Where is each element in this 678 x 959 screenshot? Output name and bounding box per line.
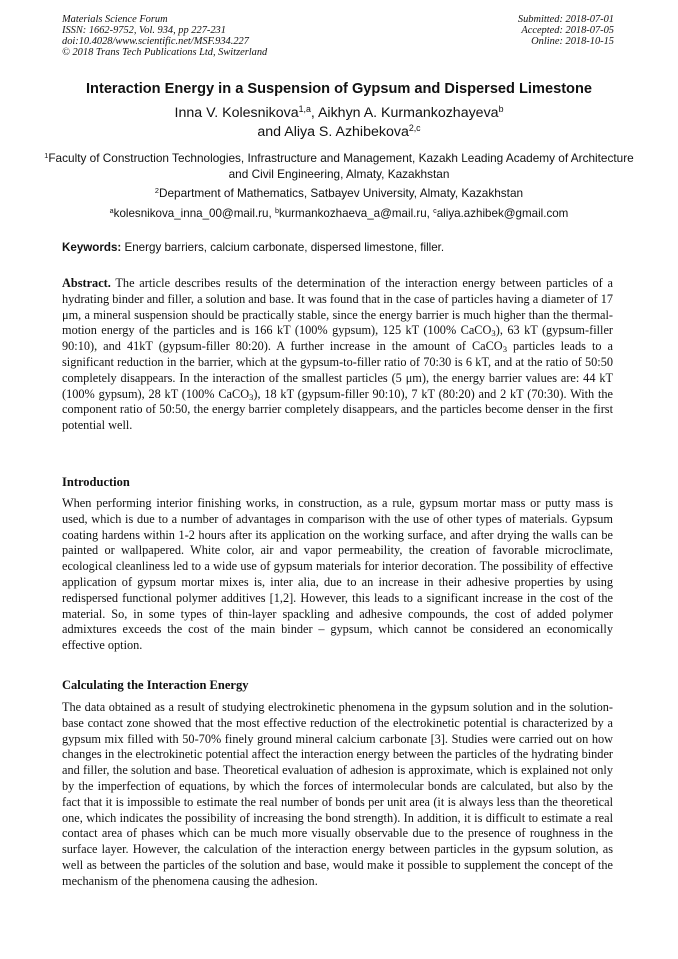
dates-header: [518, 14, 614, 47]
email-link[interactable]: kurmankozhaeva_a@mail.ru,: [278, 207, 434, 220]
author-affiliation-mark: 1,a: [298, 104, 311, 115]
abstract-text: ), 63 kT (gypsum-filler 90:10), and 41kT (gypsum-filler 80:20). A further increase in the amount of CaCO: [62, 323, 613, 354]
submitted-date: Submitted: 2018-07-01: [517, 14, 614, 25]
author-name: Aliya S. Azhibekova: [284, 124, 409, 140]
doi-line[interactable]: doi:10.4028/www.scientific.net/MSF.934.227: [62, 36, 249, 47]
issn-line: ISSN: 1662-9752, Vol. 934, pp 227-231: [62, 25, 226, 36]
introduction-heading: Introduction: [62, 475, 130, 489]
author-list: [0, 104, 678, 142]
paper-title: Interaction Energy in a Suspension of Gypsum and Dispersed Limestone: [85, 81, 593, 97]
author-name: Inna V. Kolesnikova: [174, 105, 299, 121]
subscript: 3: [502, 344, 508, 355]
email-mark: c: [433, 206, 437, 216]
keywords: [62, 240, 617, 256]
calculating-heading: Calculating the Interaction Energy: [62, 678, 249, 692]
email-list: [0, 206, 678, 222]
online-date: Online: 2018-10-15: [531, 36, 614, 47]
copyright-line: © 2018 Trans Tech Publications Ltd, Switzerland: [62, 47, 268, 58]
journal-header: [62, 14, 267, 58]
introduction-paragraph: When performing interior finishing works, in construction, as a rule, gypsum mortar mass or putty mass is used, which is due to a number of advantages in comparison with the use of other types of materials. Gypsum coating hardens within 1-2 hours after its application on the working surface, and after drying the walls can be painted or wallpapered. White color, air and vapor permeability, the creation of favorable microclimate, ecological cleanliness led to a wide use of gypsum materials for interior decoration. The possibility of effective application of gypsum mortar mixes is, inter alia, due to an increase in their adhesive properties by using redispersed functional polymer additives [1,2]. However, this leads to a significant increase in the cost of the material. So, in some types of thin-layer spackling and adhesive compounds, the cost of added polymer admixtures exceeds the cost of the main binder – gypsum, which cannot be considered an economically effective option.: [62, 496, 613, 653]
keywords-text: Energy barriers, calcium carbonate, dispersed limestone, filler.: [121, 241, 445, 254]
abstract-text: particles leads to a significant reduction in the barrier, which at the gypsum-to-filler ratio of 70:30 is 6 kT, and at the ratio of 50:50 completely disappears. In the interaction of the smallest particles (5 μm), the energy barrier values are: 44 kT (100% gypsum), 28 kT (100% CaCO: [62, 339, 614, 401]
email-link[interactable]: kolesnikova_inna_00@mail.ru,: [113, 207, 275, 220]
journal-name: Materials Science Forum: [62, 14, 168, 25]
author-conjunction: and: [257, 124, 285, 140]
abstract: [62, 276, 613, 434]
affiliation-mark: 2: [154, 185, 159, 195]
author-affiliation-mark: 2,c: [408, 123, 421, 134]
subscript: 3: [249, 391, 254, 402]
affiliation-text: Department of Mathematics, Satbayev University, Almaty, Kazakhstan: [158, 186, 524, 200]
affiliation-mark: 1: [44, 150, 49, 160]
abstract-text: ), 18 kT (gypsum-filler 90:10), 7 kT (80:20) and 2 kT (70:30). With the component ratio of 50:50, the energy barrier completely disappears, and the particles become denser in the first potential well.: [62, 386, 613, 433]
accepted-date: Accepted: 2018-07-05: [521, 25, 614, 36]
email-mark: a: [109, 206, 114, 216]
abstract-text: The article describes results of the determination of the interaction energy between particles of a hydrating binder and filler, a solution and base. It was found that in the case of particles having a diameter of 17 μm, a mineral suspension should be practically stable, since the energy barrier is much higher than the thermal-motion energy of the particles and is 166 kT (100% gypsum), 125 kT (100% CaCO: [62, 276, 613, 338]
calculating-paragraph: The data obtained as a result of studying electrokinetic phenomena in the gypsum solution and in the solution-base contact zone showed that the most effective reduction of the electrokinetic potential is characterized by a gypsum mix filled with 50-70% finely ground mineral calcium carbonate [3]. Studies were carried out on how changes in the electrokinetic potential affect the interaction energy between the particles of the hydrating binder and filler, the solution and base. Theoretical evaluation of adhesion is approximate, which is explained not only by the imperfection of equations, by which the forces of intermolecular bonds are calculated, but also by the fact that it is impossible to estimate the real number of bonds per unit area (it is always less than the theoretical one, which indicates the possibility of increasing the bond strength). In addition, it is difficult to estimate a real contact area of phases which can be much more visually observable due to the presence of roughness in the surface layer. However, the calculation of the interaction energy between particles in the gypsum solution, as well as between the particles of the solution and base, would make it possible to supplement the concept of the mechanism of the phenomena causing the adhesion.: [62, 700, 613, 888]
affiliation-text: Faculty of Construction Technologies, Infrastructure and Management, Kazakh Leading Academy of Architecture and Civil Engineering, Almaty, Kazakhstan: [48, 151, 634, 181]
keywords-label: Keywords:: [62, 241, 122, 254]
email-mark: b: [274, 206, 279, 216]
email-link[interactable]: aliya.azhibek@gmail.com: [436, 207, 569, 220]
abstract-label: Abstract.: [62, 276, 111, 290]
subscript: 3: [491, 328, 496, 339]
author-name: Aikhyn A. Kurmankozhayeva: [317, 105, 499, 121]
affiliation-1: [40, 150, 638, 182]
affiliation-2: [40, 185, 638, 201]
author-affiliation-mark: b: [498, 104, 504, 115]
author-separator: ,: [310, 105, 318, 121]
